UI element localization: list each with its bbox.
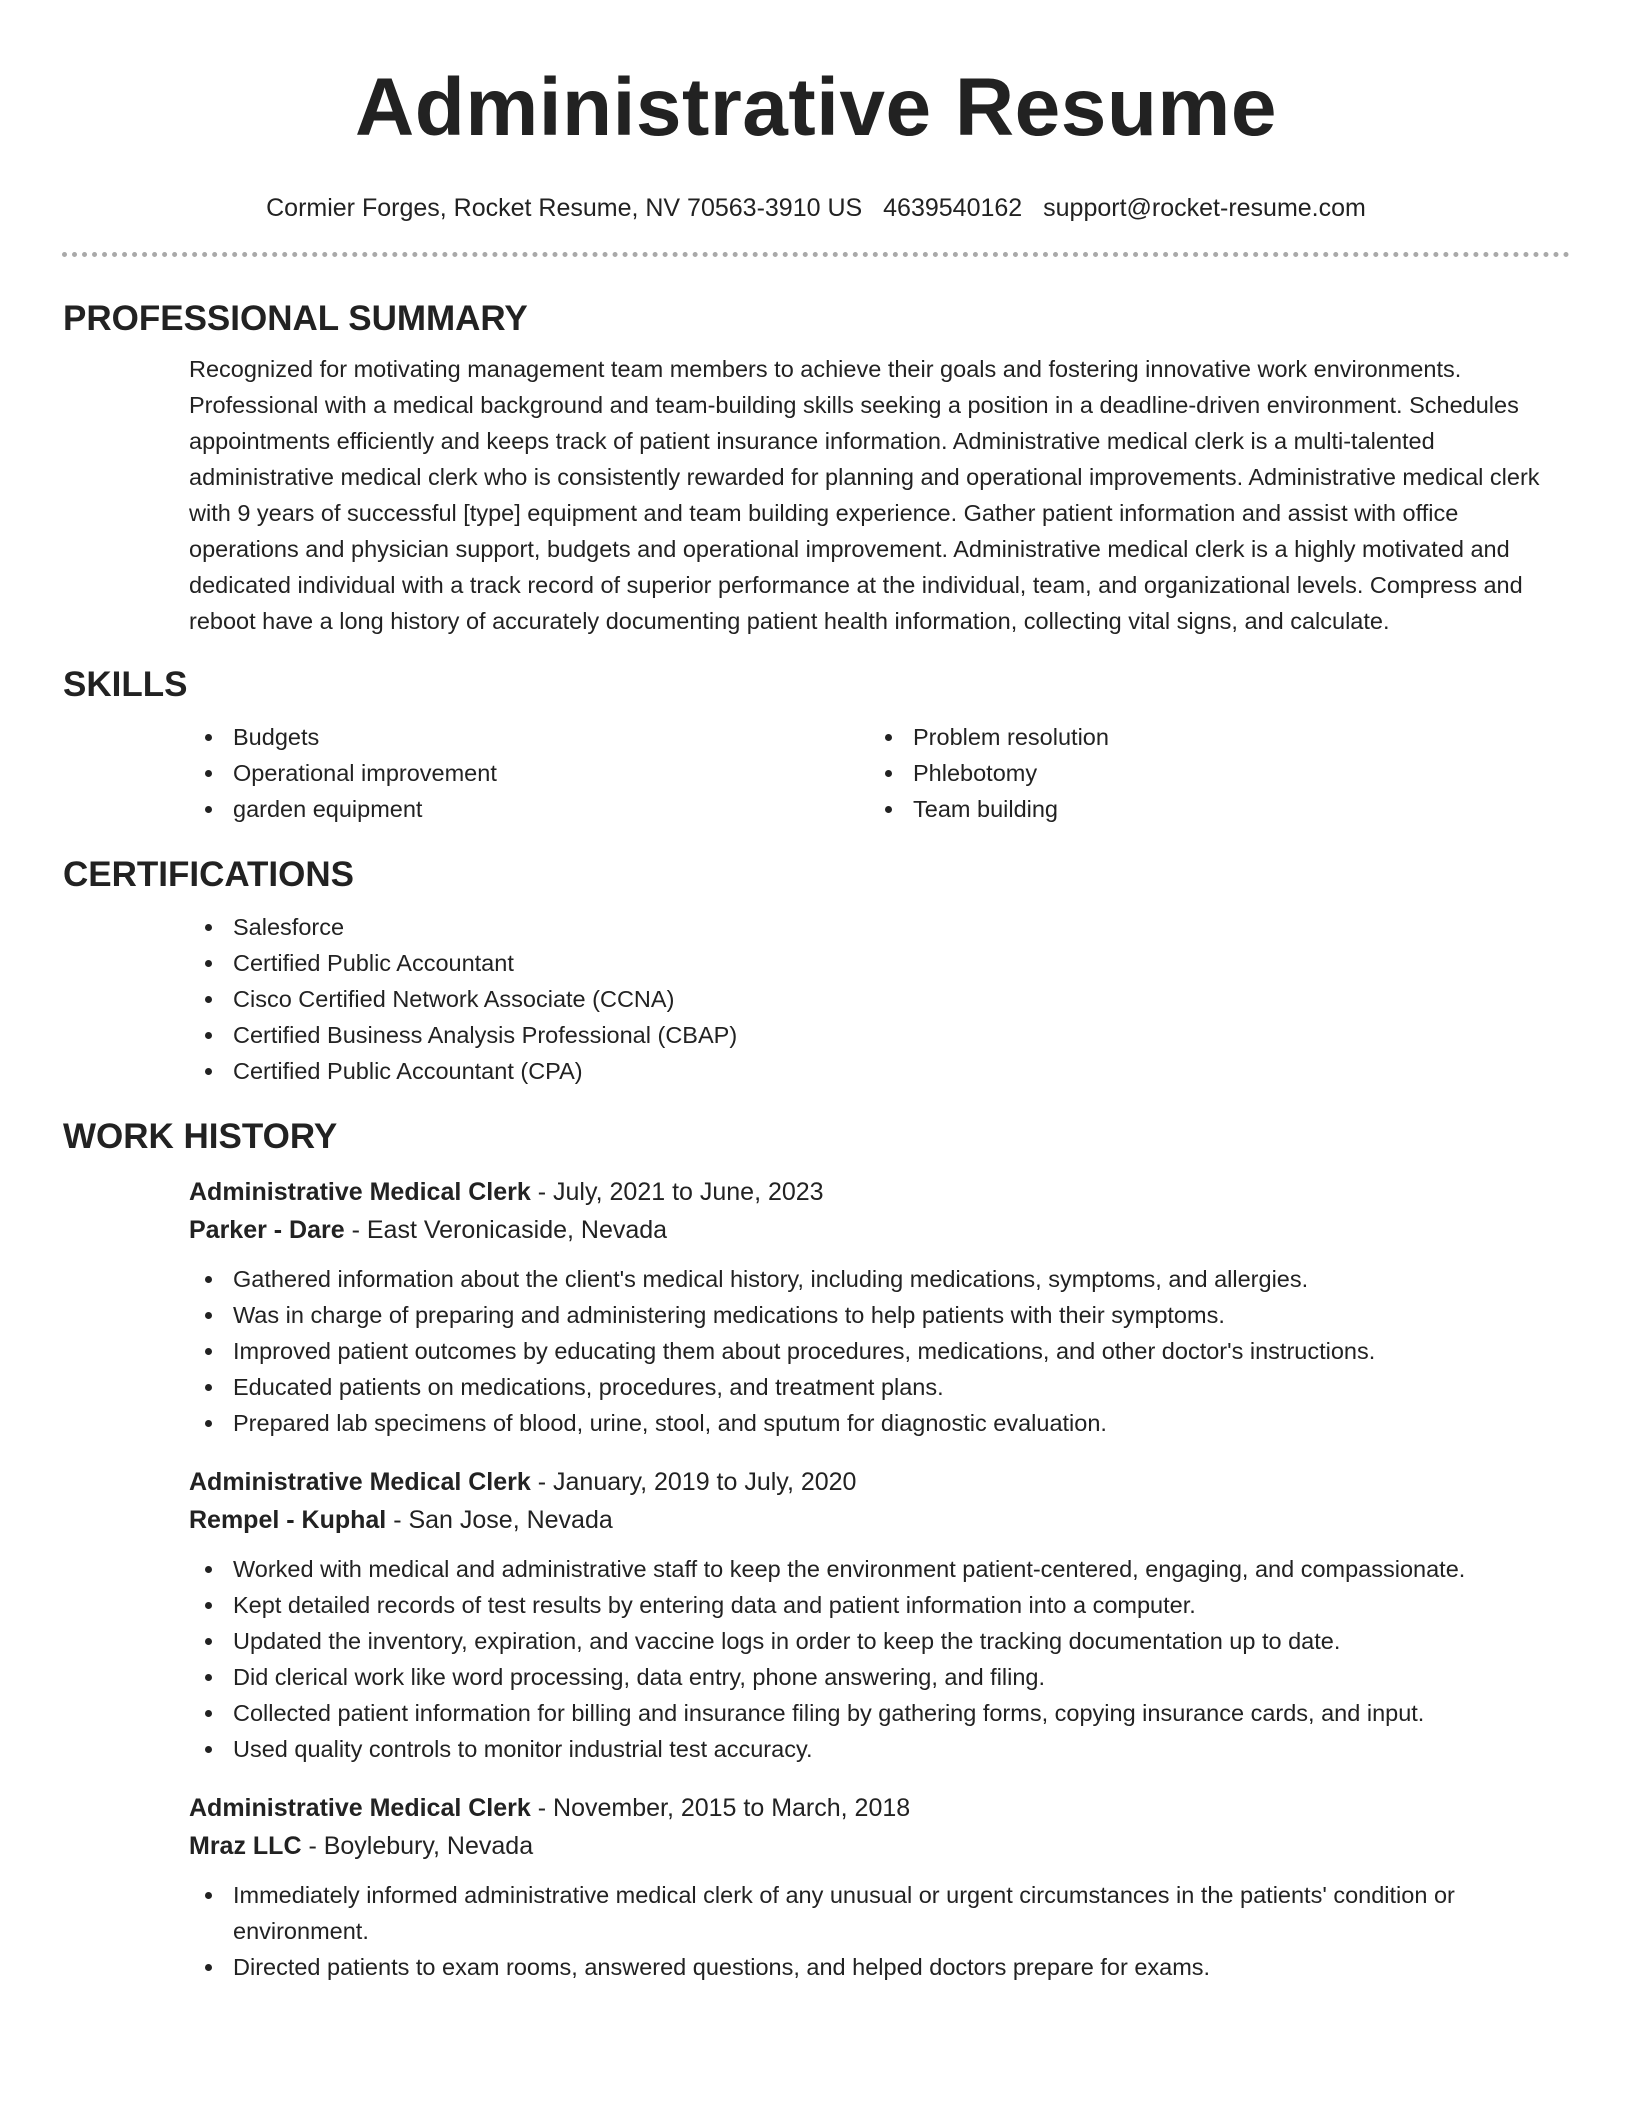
job-duty: Used quality controls to monitor industrial test accuracy.: [189, 1731, 1570, 1767]
job-duties-list: [189, 1877, 1570, 1985]
job-company: Rempel - Kuphal: [189, 1506, 387, 1534]
contact-phone: 4639540162: [883, 194, 1023, 222]
job-title-line: [189, 1173, 1632, 1211]
skill-item: garden equipment: [189, 791, 869, 827]
certifications-section: [0, 853, 1632, 1089]
job-title-line: [189, 1789, 1632, 1827]
skill-item: Problem resolution: [869, 719, 1549, 755]
certification-item: Certified Public Accountant: [189, 945, 1632, 981]
job-entry: [0, 1173, 1632, 1441]
header-divider: [62, 252, 1570, 257]
job-duty: Was in charge of preparing and administering medications to help patients with their symptoms.: [189, 1297, 1570, 1333]
job-duty: Prepared lab specimens of blood, urine, stool, and sputum for diagnostic evaluation.: [189, 1405, 1570, 1441]
skills-section: [0, 663, 1632, 827]
summary-heading: PROFESSIONAL SUMMARY: [63, 299, 528, 338]
job-dates: - January, 2019 to July, 2020: [530, 1468, 857, 1496]
job-company-line: [189, 1211, 1632, 1249]
job-title-line: [189, 1463, 1632, 1501]
work-history-section: [0, 1115, 1632, 1985]
job-company: Parker - Dare: [189, 1216, 345, 1244]
job-company: Mraz LLC: [189, 1832, 302, 1860]
contact-email: support@rocket-resume.com: [1043, 194, 1366, 222]
skills-left-list: [189, 719, 869, 827]
skill-item: Phlebotomy: [869, 755, 1549, 791]
skill-item: Operational improvement: [189, 755, 869, 791]
certification-item: Cisco Certified Network Associate (CCNA): [189, 981, 1632, 1017]
job-entry: [0, 1789, 1632, 1985]
resume-title: Administrative Resume: [355, 62, 1277, 153]
certification-item: Salesforce: [189, 909, 1632, 945]
job-duties-list: [189, 1551, 1570, 1767]
job-duty: Educated patients on medications, procedures, and treatment plans.: [189, 1369, 1570, 1405]
job-duty: Worked with medical and administrative staff to keep the environment patient-centered, engaging, and compassionate.: [189, 1551, 1570, 1587]
certification-item: Certified Business Analysis Professional (CBAP): [189, 1017, 1632, 1053]
job-entry: [0, 1463, 1632, 1767]
summary-text: Recognized for motivating management team members to achieve their goals and fostering innovative work environments. Professional with a medical background and team-building skills seeking a position in a deadline-driven environment. Schedules appointments efficiently and keeps track of patient insurance information. Administrative medical clerk is a multi-talented administrative medical clerk who is consistently rewarded for planning and operational improvements. Administrative medical clerk with 9 years of successful [type] equipment and team building experience. Gather patient information and assist with office operations and physician support, budgets and operational improvement. Administrative medical clerk is a highly motivated and dedicated individual with a track record of superior performance at the individual, team, and organizational levels. Compress and reboot have a long history of accurately documenting patient health information, collecting vital signs, and calculate.: [189, 356, 1540, 634]
job-dates: - July, 2021 to June, 2023: [530, 1178, 824, 1206]
skills-right-list: [869, 719, 1549, 827]
skills-columns: [189, 719, 1632, 827]
work-history-heading: WORK HISTORY: [63, 1117, 338, 1156]
job-dates: - November, 2015 to March, 2018: [530, 1794, 911, 1822]
job-duty: Immediately informed administrative medical clerk of any unusual or urgent circumstances in the patients' condition or environment.: [189, 1877, 1570, 1949]
job-duty: Directed patients to exam rooms, answered questions, and helped doctors prepare for exams.: [189, 1949, 1570, 1985]
job-title: Administrative Medical Clerk: [189, 1468, 531, 1496]
summary-section: [0, 297, 1632, 639]
job-location: - Boylebury, Nevada: [301, 1832, 534, 1860]
job-duty: Updated the inventory, expiration, and vaccine logs in order to keep the tracking documentation up to date.: [189, 1623, 1570, 1659]
job-title: Administrative Medical Clerk: [189, 1178, 531, 1206]
job-company-line: [189, 1501, 1632, 1539]
certifications-list: [189, 909, 1632, 1089]
contact-line: [0, 192, 1632, 224]
certification-item: Certified Public Accountant (CPA): [189, 1053, 1632, 1089]
job-duty: Improved patient outcomes by educating them about procedures, medications, and other doctor's instructions.: [189, 1333, 1570, 1369]
skill-item: Team building: [869, 791, 1549, 827]
job-duty: Did clerical work like word processing, data entry, phone answering, and filing.: [189, 1659, 1570, 1695]
job-duty: Gathered information about the client's medical history, including medications, symptoms, and allergies.: [189, 1261, 1570, 1297]
job-company-line: [189, 1827, 1632, 1865]
certifications-heading: CERTIFICATIONS: [63, 855, 355, 894]
job-location: - San Jose, Nevada: [386, 1506, 613, 1534]
job-duty: Kept detailed records of test results by entering data and patient information into a computer.: [189, 1587, 1570, 1623]
skills-heading: SKILLS: [63, 665, 188, 704]
contact-address: Cormier Forges, Rocket Resume, NV 70563-3910 US: [266, 194, 863, 222]
job-duties-list: [189, 1261, 1570, 1441]
job-duty: Collected patient information for billing and insurance filing by gathering forms, copying insurance cards, and input.: [189, 1695, 1570, 1731]
skill-item: Budgets: [189, 719, 869, 755]
job-title: Administrative Medical Clerk: [189, 1794, 531, 1822]
job-location: - East Veronicaside, Nevada: [344, 1216, 668, 1244]
